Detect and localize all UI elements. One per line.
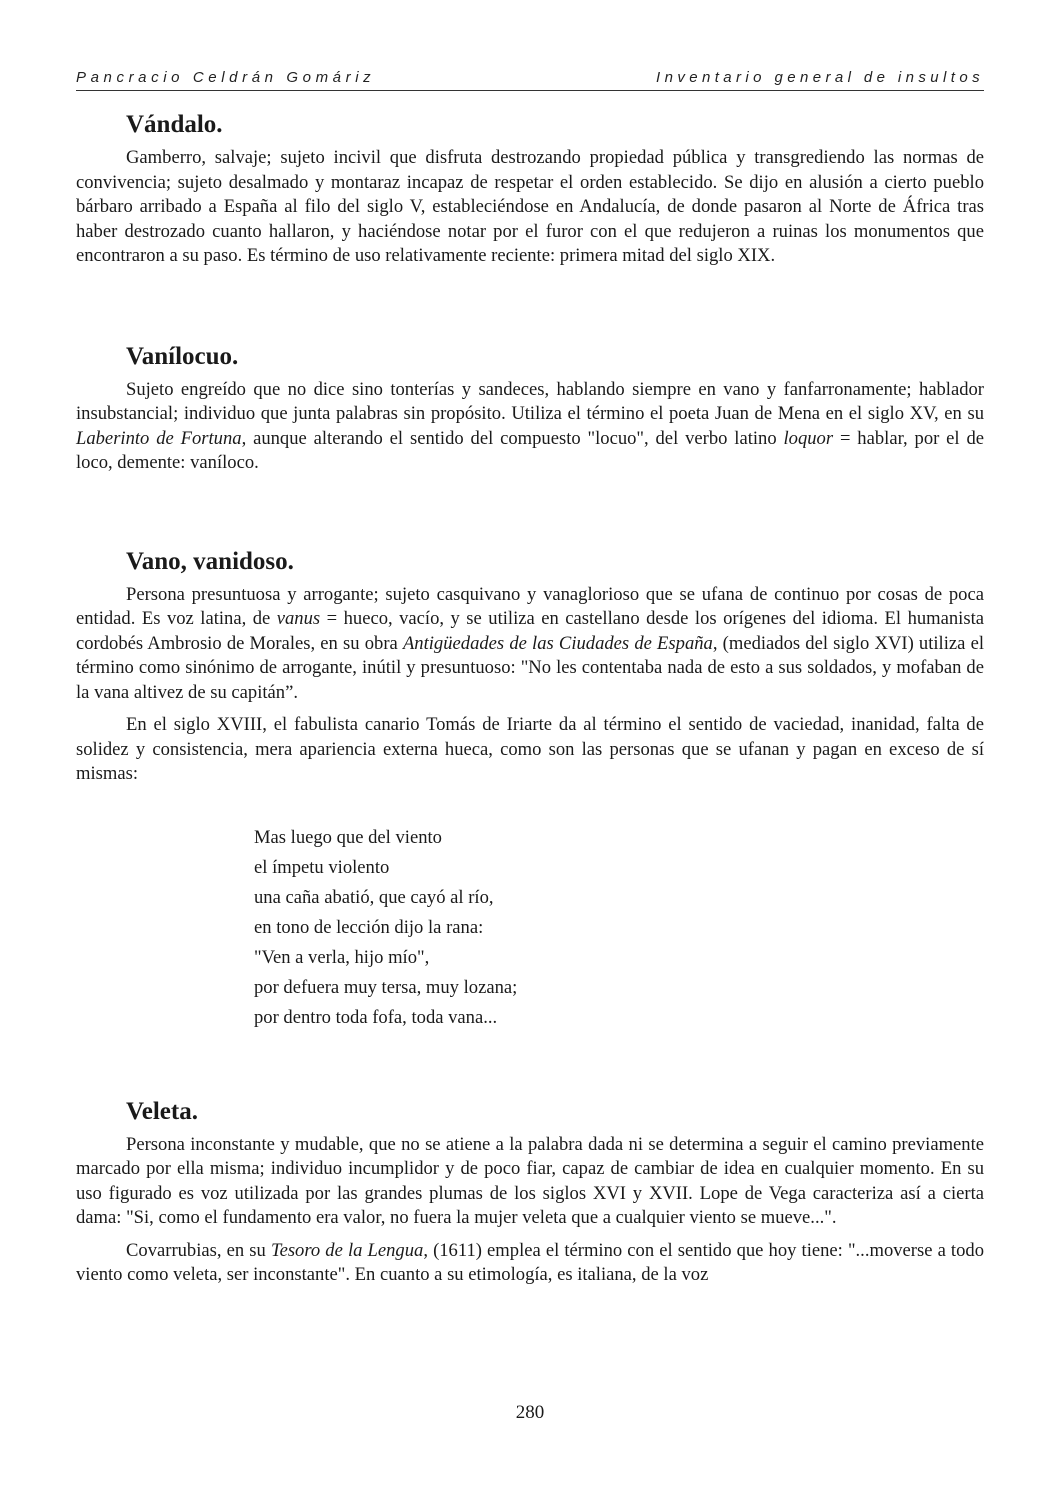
verse-line: el ímpetu violento bbox=[254, 856, 390, 878]
entry-paragraph bbox=[76, 713, 984, 787]
running-header bbox=[76, 68, 984, 91]
verse-line: Mas luego que del viento bbox=[254, 826, 442, 848]
latin-term: vanus bbox=[276, 608, 321, 629]
paragraph-text: , aunque alterando el sentido del compuesto "locuo", del verbo latino bbox=[241, 427, 784, 449]
header-book-title: Inventario general de insultos bbox=[656, 69, 984, 86]
paragraph-text: Gamberro, salvaje; sujeto incivil que disfruta destrozando propiedad pública y transgrediendo las normas de convivencia; sujeto desalmado y montaraz incapaz de respetar el orden establecido. Se dijo en alusión a cierto pueblo bárbaro arribado a España al filo del siglo V, estableciéndose en Andalucía, de donde pasaron al Norte de África tras haber destrozado cuanto hallaron, y haciéndose notar por el furor con el que redujeron a ruinas los monumentos que encontraron a su paso. Es término de uso relativamente reciente: primera mitad del siglo XIX. bbox=[76, 147, 984, 266]
paragraph-text: = hueco, vacío, y se utiliza en castellano desde los orígenes del idioma. El humanista cordobés Ambrosio de Morales, en su obra bbox=[76, 608, 984, 654]
verse-line: por defuera muy tersa, muy lozana; bbox=[254, 976, 518, 998]
work-title: Laberinto de Fortuna bbox=[76, 427, 242, 449]
entry-veleta bbox=[76, 1097, 984, 1288]
entry-paragraph bbox=[76, 583, 984, 706]
paragraph-text: Persona presuntuosa y arrogante; sujeto casquivano y vanaglorioso que se ufana de continuo por cosas de poca entidad. Es voz latina, de bbox=[76, 583, 984, 629]
paragraph-text: , (mediados del siglo XVI) utiliza el término como sinónimo de arrogante, inútil y presuntuoso: "No les contentaba nada de esto a sus soldados, y mofaban de la vana altivez de su capitán”. bbox=[76, 632, 984, 703]
verse-line: "Ven a verla, hijo mío", bbox=[254, 946, 430, 968]
entry-vanilocuo bbox=[76, 342, 984, 476]
work-title: Tesoro de la Lengua bbox=[270, 1239, 424, 1261]
entry-paragraph bbox=[76, 1239, 984, 1288]
page-number: 280 bbox=[515, 1402, 545, 1423]
page-body bbox=[76, 110, 984, 1288]
entry-title: Vanílocuo. bbox=[126, 342, 239, 370]
paragraph-text: En el siglo XVIII, el fabulista canario Tomás de Iriarte da al término el sentido de vaciedad, inanidad, falta de solidez y consistencia, mera apariencia externa hueca, como son las personas que se ufanan y pagan en exceso de sí mismas: bbox=[76, 714, 984, 784]
paragraph-text: , (1611) emplea el término con el sentido que hoy tiene: "...moverse a todo viento como veleta, ser inconstante". En cuanto a su etimología, es italiana, de la voz bbox=[76, 1239, 984, 1285]
entry-vano-vanidoso bbox=[76, 547, 984, 1033]
entry-title: Veleta. bbox=[126, 1097, 198, 1125]
paragraph-text: Sujeto engreído que no dice sino tonterías y sandeces, hablando siempre en vano y fanfarronamente; hablador insubstancial; individuo que junta palabras sin propósito. Utiliza el término el poeta Juan de Mena en el siglo XV, en su bbox=[76, 378, 984, 424]
latin-term: loquor bbox=[783, 427, 834, 449]
header-author: Pancracio Celdrán Gomáriz bbox=[76, 69, 376, 86]
entry-title: Vano, vanidoso. bbox=[126, 547, 294, 575]
verse-quote bbox=[254, 823, 984, 1033]
entry-paragraph bbox=[76, 146, 984, 269]
entry-title: Vándalo. bbox=[126, 111, 223, 138]
paragraph-text: Covarrubias, en su bbox=[126, 1239, 271, 1261]
verse-line: en tono de lección dijo la rana: bbox=[254, 916, 484, 938]
paragraph-text: Persona inconstante y mudable, que no se atiene a la palabra dada ni se determina a seguir el camino previamente marcado por ella misma; individuo incumplidor y de poco fiar, capaz de cambiar de idea en cualquier momento. En su uso figurado es voz utilizada por las grandes plumas de los siglos XVI y XVII. Lope de Vega caracteriza así a cierta dama: "Si, como el fundamento era valor, no fuera la mujer veleta que a cualquier viento se mueve...". bbox=[76, 1133, 984, 1228]
verse-line: una caña abatió, que cayó al río, bbox=[254, 886, 494, 908]
entry-paragraph bbox=[76, 378, 984, 476]
verse-line: por dentro toda fofa, toda vana... bbox=[254, 1006, 498, 1028]
work-title: Antigüedades de las Ciudades de España bbox=[402, 632, 713, 654]
entry-vandalo bbox=[76, 110, 984, 269]
entry-paragraph bbox=[76, 1133, 984, 1231]
paragraph-text: = hablar, por el de loco, demente: vaníloco. bbox=[76, 427, 984, 473]
